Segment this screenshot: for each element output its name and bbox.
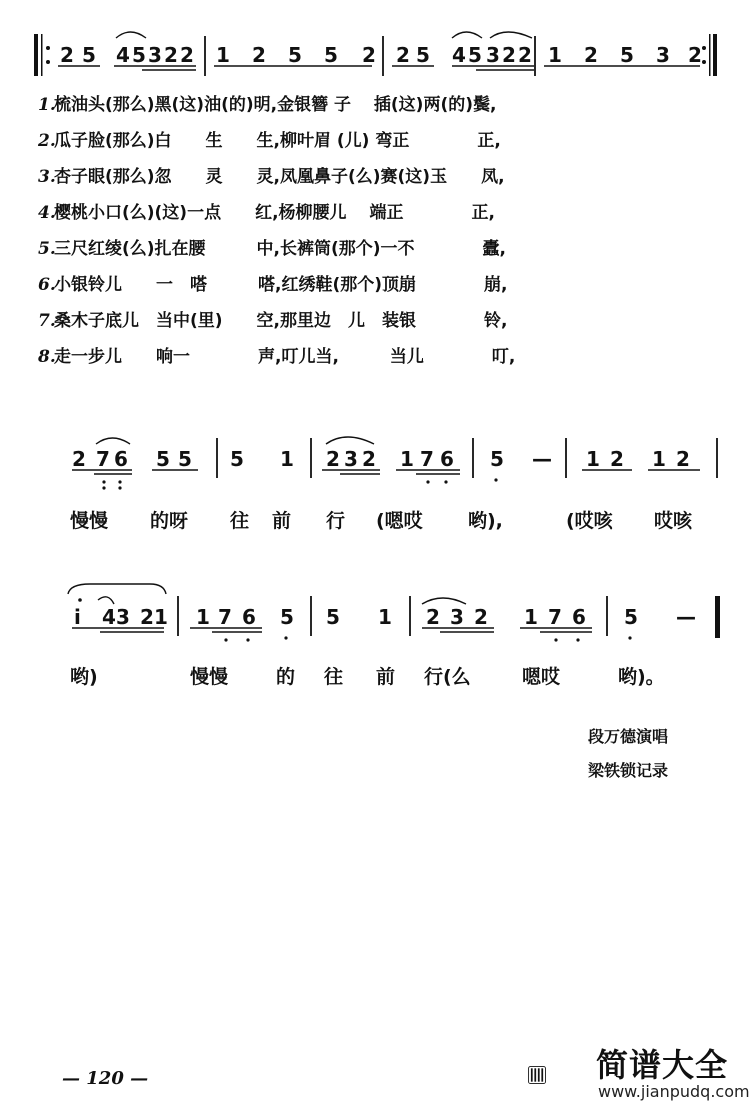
slurs-line1 [116, 32, 532, 38]
note: 2 [584, 43, 598, 67]
note: 7 [420, 447, 434, 471]
note: 6 [114, 447, 128, 471]
repeat-end-sign [702, 34, 717, 76]
note: 5 [416, 43, 430, 67]
note: 2 [164, 43, 178, 67]
note: 2 [326, 447, 340, 471]
slur-long-line3 [68, 584, 466, 604]
note: 3 [486, 43, 500, 67]
verse-number: 2. [38, 131, 56, 151]
singer-credit: 段万德演唱 [588, 727, 669, 746]
lyric: (嗯哎 [376, 510, 423, 532]
slurs-line2 [96, 437, 374, 444]
verse-row [38, 234, 506, 264]
note: 3 [116, 605, 130, 629]
lower-octave-dots-line3 [224, 636, 631, 641]
verse-text: 杏子眼(那么)忽 灵 灵,凤凰鼻子(么)赛(这)玉 凤, [54, 167, 505, 187]
verse-text: 瓜子脸(那么)白 生 生,柳叶眉 (儿) 弯正 正, [54, 131, 501, 151]
verse-number: 8. [38, 347, 56, 367]
lyric: 慢慢 [70, 510, 109, 532]
lyric: 前 [376, 666, 396, 688]
note: 5 [132, 43, 146, 67]
lyric: 往 [230, 510, 250, 532]
note: 1 [524, 605, 538, 629]
note: 2 [362, 447, 376, 471]
verse-text: 小银铃儿 一 嗒 嗒,红绣鞋(那个)顶崩 崩, [54, 275, 508, 295]
verse-row [38, 126, 501, 156]
lyric: 的 [276, 666, 296, 688]
note: 5 [280, 605, 294, 629]
note: 2 [252, 43, 266, 67]
verse-number: 4. [38, 203, 56, 223]
note: 1 [548, 43, 562, 67]
lyric: 前 [272, 510, 292, 532]
verse-text: 三尺红绫(么)扎在腰 中,长裤筒(那个)一不 蠹, [54, 239, 506, 259]
piano-keys-icon [528, 1044, 592, 1106]
note: 1 [196, 605, 210, 629]
lyric: 行 [326, 510, 346, 532]
note: 6 [242, 605, 256, 629]
lyric: 哟), [468, 510, 503, 532]
note: 6 [440, 447, 454, 471]
note: 2 [474, 605, 488, 629]
note: 6 [572, 605, 586, 629]
verse-row [38, 198, 495, 228]
note: 7 [96, 447, 110, 471]
verse-row [38, 90, 496, 120]
note: 4 [102, 605, 116, 629]
lower-octave-dots-line2 [102, 478, 497, 489]
verse-number: 7. [38, 311, 56, 331]
note: 3 [148, 43, 162, 67]
repeat-start-sign [34, 34, 50, 76]
verse-text: 樱桃小口(么)(这)一点 红,杨柳腰儿 端正 正, [54, 203, 495, 223]
note: 4 [116, 43, 130, 67]
note: 5 [468, 43, 482, 67]
note: 1 [400, 447, 414, 471]
note: 2 [518, 43, 532, 67]
note: 7 [218, 605, 232, 629]
verse-row [38, 342, 515, 372]
note: 5 [82, 43, 96, 67]
note: 2 [426, 605, 440, 629]
lyric: 哟) [70, 666, 98, 688]
note: 2 [396, 43, 410, 67]
note: 1 [216, 43, 230, 67]
note: 3 [656, 43, 670, 67]
note: 4 [452, 43, 466, 67]
recorder-credit: 梁铁锁记录 [588, 761, 669, 780]
note: 2 [610, 447, 624, 471]
lyric: (哎咳 [566, 510, 613, 532]
lyric: 慢慢 [190, 666, 229, 688]
note: 1 [154, 605, 168, 629]
lyric: 嗯哎 [522, 666, 561, 688]
note: 1 [378, 605, 392, 629]
note: i [74, 605, 81, 629]
note: 2 [180, 43, 194, 67]
watermark-url: www.jianpudq.com [598, 1082, 750, 1101]
verse-row [38, 270, 507, 300]
upper-octave-dot [78, 598, 82, 602]
lyric: 哎咳 [654, 510, 693, 532]
lyric: 哟)。 [618, 666, 665, 688]
note: 3 [344, 447, 358, 471]
verse-row [38, 162, 505, 192]
note: 1 [586, 447, 600, 471]
verse-number: 3. [38, 167, 56, 187]
verse-number: 6. [38, 275, 56, 295]
lyric: 行(么 [424, 666, 471, 688]
note: 5 [230, 447, 244, 471]
note: 2 [362, 43, 376, 67]
note: 1 [280, 447, 294, 471]
note: — [676, 605, 696, 629]
lyric: 的呀 [150, 510, 189, 532]
note: 5 [288, 43, 302, 67]
note: 2 [140, 605, 154, 629]
note: 2 [502, 43, 516, 67]
note: 1 [652, 447, 666, 471]
verse-number: 5. [38, 239, 56, 259]
note: 5 [620, 43, 634, 67]
lyric: 往 [324, 666, 344, 688]
note: 5 [178, 447, 192, 471]
note: 5 [156, 447, 170, 471]
note: 2 [676, 447, 690, 471]
watermark-title: 简谱大全 [596, 1046, 729, 1084]
verse-text: 走一步儿 响一 声,叮儿当, 当儿 叮, [54, 347, 516, 367]
verse-number: 1. [38, 95, 56, 115]
note: 2 [72, 447, 86, 471]
page-number: — 120 — [62, 1068, 149, 1089]
note: 3 [450, 605, 464, 629]
verse-text: 梳油头(那么)黑(这)油(的)明,金银簪 子 插(这)两(的)鬓, [54, 95, 497, 115]
note: 2 [60, 43, 74, 67]
note: 5 [324, 43, 338, 67]
note: 7 [548, 605, 562, 629]
verse-text: 桑木子底儿 当中(里) 空,那里边 儿 装银 铃, [54, 311, 508, 331]
verse-row [38, 306, 507, 336]
note: — [532, 447, 552, 471]
note: 5 [326, 605, 340, 629]
note: 5 [490, 447, 504, 471]
note: 5 [624, 605, 638, 629]
note: 2 [688, 43, 702, 67]
final-barline [715, 596, 720, 638]
